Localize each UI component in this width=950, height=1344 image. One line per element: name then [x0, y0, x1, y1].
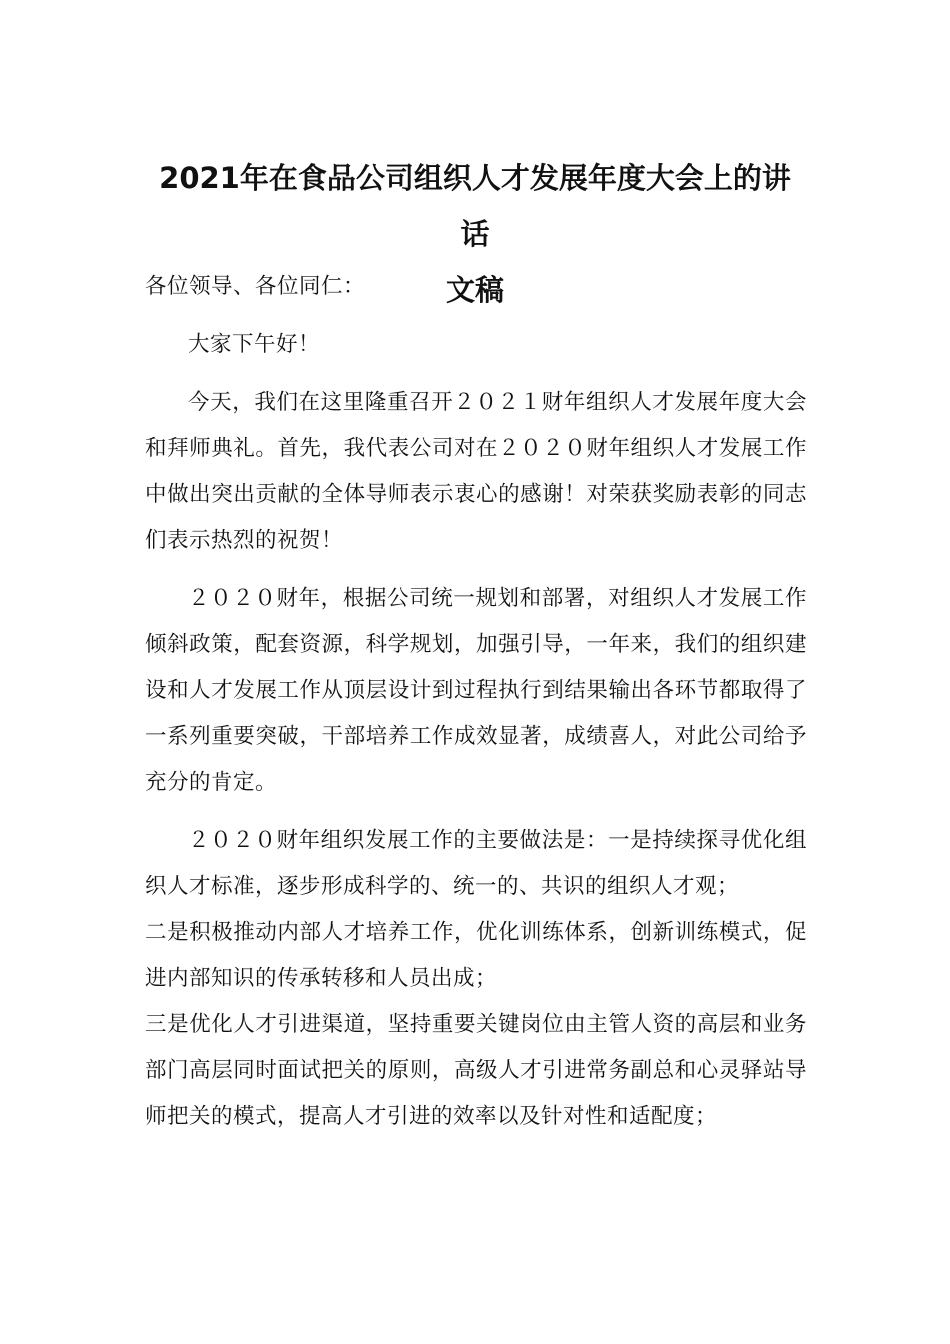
- list-item-2: 二是积极推动内部人才培养工作，优化训练体系，创新训练模式，促进内部知识的传承转移和人员出成；: [145, 920, 807, 991]
- paragraph-2: ２０２０财年，根据公司统一规划和部署，对组织人才发展工作倾斜政策，配套资源，科学规划，加强引导，一年来，我们的组织建设和人才发展工作从顶层设计到过程执行到结果输出各环节都取得了一系列重要突破，干部培养工作成效显著，成绩喜人，对此公司给予充分的肯定。: [145, 586, 807, 795]
- document-body: [145, 264, 807, 1140]
- title-line-2: 文稿: [445, 273, 504, 307]
- greeting: 大家下午好！: [188, 332, 321, 357]
- paragraph-3: ２０２０财年组织发展工作的主要做法是：一是持续探寻优化组织人才标准，逐步形成科学的、统一的、共识的组织人才观；: [145, 828, 807, 899]
- paragraph-1: 今天，我们在这里隆重召开２０２１财年组织人才发展年度大会和拜师典礼。首先，我代表公司对在２０２０财年组织人才发展工作中做出突出贡献的全体导师表示衷心的感谢！对荣获奖励表彰的同志们表示热烈的祝贺！: [145, 390, 807, 553]
- salutation: 各位领导、各位同仁：: [145, 274, 366, 299]
- list-item-3: 三是优化人才引进渠道，坚持重要关键岗位由主管人资的高层和业务部门高层同时面试把关的原则，高级人才引进常务副总和心灵驿站导师把关的模式，提高人才引进的效率以及针对性和适配度；: [145, 1012, 807, 1129]
- title-line-1: 2021年在食品公司组织人才发展年度大会上的讲话: [159, 161, 791, 251]
